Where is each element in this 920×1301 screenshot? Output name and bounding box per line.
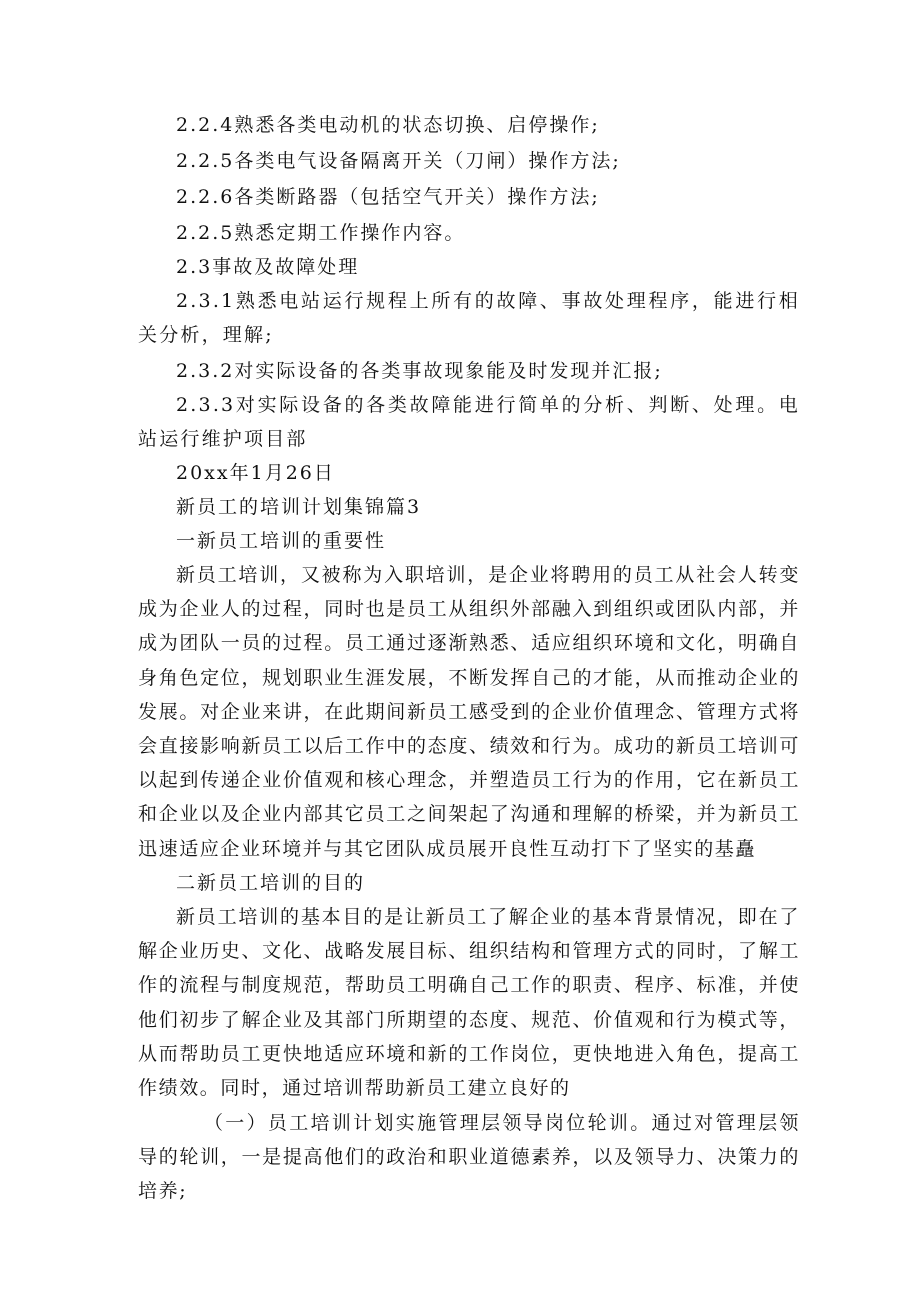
paragraph-2-3-3: 2.3.3对实际设备的各类故障能进行简单的分析、判断、处理。电站运行维护项目部 (138, 394, 800, 451)
text-line-2-2-5: 2.2.5各类电气设备隔离开关（刀闸）操作方法; (176, 150, 621, 172)
paragraph-importance: 新员工培训，又被称为入职培训，是企业将聘用的员工从社会人转变成为企业人的过程，同时也是员工从组织外部融入到组织或团队内部，并成为团队一员的过程。员工通过逐渐熟悉、适应组织环境和文化，明确自身角色定位，规划职业生涯发展，不断发挥自己的才能，从而推动企业的发展。对企业来讲，在此期间新员工感受到的企业价值理念、管理方式将会直接影响新员工以后工作中的态度、绩效和行为。成功的新员工培训可以起到传递企业价值观和核心理念，并塑造员工行为的作用，它在新员工和企业以及企业内部其它员工之间架起了沟通和理解的桥梁，并为新员工迅速适应企业环境并与其它团队成员展开良性互动打下了坚实的基矗 (138, 564, 800, 860)
heading-importance: 一新员工培训的重要性 (176, 530, 387, 552)
date-line: 20xx年1月26日 (176, 462, 335, 484)
paragraph-purpose: 新员工培训的基本目的是让新员工了解企业的基本背景情况，即在了解企业历史、文化、战略发展目标、组织结构和管理方式的同时，了解工作的流程与制度规范，帮助员工明确自己工作的职责、程序、标准，并使他们初步了解企业及其部门所期望的态度、规范、价值观和行为模式等，从而帮助员工更快地适应环境和新的工作岗位，更快地进入角色，提高工作绩效。同时，通过培训帮助新员工建立良好的 (138, 906, 800, 1100)
heading-purpose: 二新员工培训的目的 (176, 872, 366, 894)
text-line-2-2-4: 2.2.4熟悉各类电动机的状态切换、启停操作; (176, 114, 600, 136)
text-line-2-2-5b: 2.2.5熟悉定期工作操作内容。 (176, 222, 466, 244)
paragraph-2-3-1: 2.3.1熟悉电站运行规程上所有的故障、事故处理程序，能进行相关分析，理解; (138, 290, 800, 347)
section-title: 新员工的培训计划集锦篇3 (176, 496, 422, 518)
text-line-2-3-2: 2.3.2对实际设备的各类事故现象能及时发现并汇报; (176, 360, 663, 382)
text-line-2-3: 2.3事故及故障处理 (176, 256, 360, 278)
text-line-2-2-6: 2.2.6各类断路器（包括空气开关）操作方法; (176, 186, 600, 208)
paragraph-rotation: （一）员工培训计划实施管理层领导岗位轮训。通过对管理层领导的轮训，一是提高他们的政治和职业道德素养，以及领导力、决策力的培养; (138, 1112, 800, 1203)
